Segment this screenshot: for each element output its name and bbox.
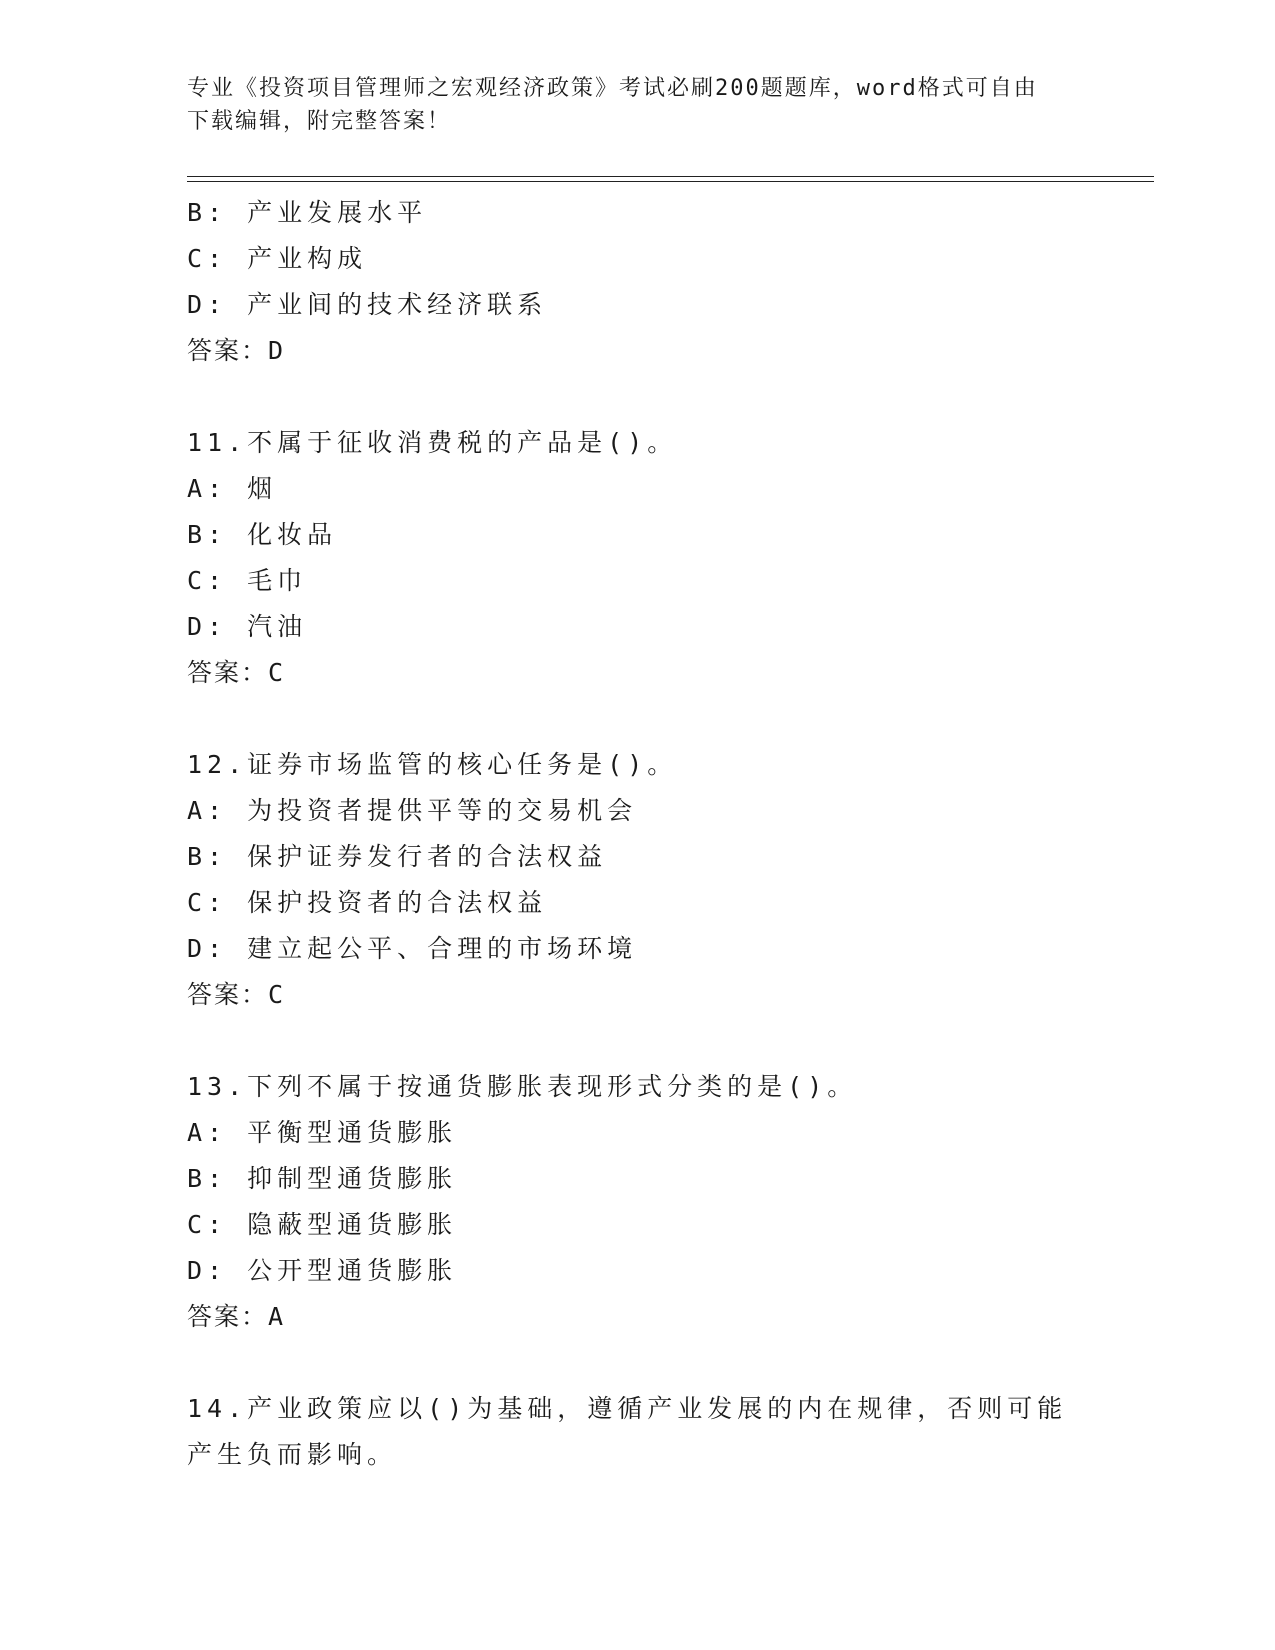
question-text: 13.下列不属于按通货膨胀表现形式分类的是()。	[187, 1072, 858, 1101]
option-b: B: 化妆品	[187, 520, 338, 549]
option-d: D: 汽油	[187, 612, 308, 641]
option-b: B: 产业发展水平	[187, 198, 428, 227]
option-c: C: 保护投资者的合法权益	[187, 888, 548, 917]
answer: 答案：D	[187, 336, 286, 365]
answer: 答案：A	[187, 1302, 286, 1331]
option-c: C: 产业构成	[187, 244, 368, 273]
header-divider-top	[187, 176, 1154, 177]
option-b: B: 抑制型通货膨胀	[187, 1164, 458, 1193]
header-line-1: 专业《投资项目管理师之宏观经济政策》考试必刷200题题库，word格式可自由	[187, 76, 1038, 101]
header-divider-bottom	[187, 181, 1154, 182]
option-a: A: 为投资者提供平等的交易机会	[187, 796, 638, 825]
question-12	[187, 742, 1154, 1018]
option-c: C: 毛巾	[187, 566, 308, 595]
option-a: A: 烟	[187, 474, 278, 503]
question-list	[187, 190, 1154, 1478]
question-14	[187, 1386, 1154, 1478]
question-text: 12.证券市场监管的核心任务是()。	[187, 750, 678, 779]
option-d: D: 建立起公平、合理的市场环境	[187, 934, 638, 963]
option-c: C: 隐蔽型通货膨胀	[187, 1210, 458, 1239]
option-d: D: 产业间的技术经济联系	[187, 290, 548, 319]
question-13	[187, 1064, 1154, 1340]
question-text: 14.产业政策应以()为基础，遵循产业发展的内在规律，否则可能产生负而影响。	[187, 1394, 1068, 1469]
question-text: 11.不属于征收消费税的产品是()。	[187, 428, 678, 457]
answer: 答案：C	[187, 658, 286, 687]
document-header	[187, 72, 1067, 138]
answer: 答案：C	[187, 980, 286, 1009]
option-b: B: 保护证券发行者的合法权益	[187, 842, 608, 871]
header-line-2: 下载编辑，附完整答案！	[187, 109, 452, 134]
question-11	[187, 420, 1154, 696]
question-10-continued	[187, 190, 1154, 374]
option-a: A: 平衡型通货膨胀	[187, 1118, 458, 1147]
option-d: D: 公开型通货膨胀	[187, 1256, 458, 1285]
